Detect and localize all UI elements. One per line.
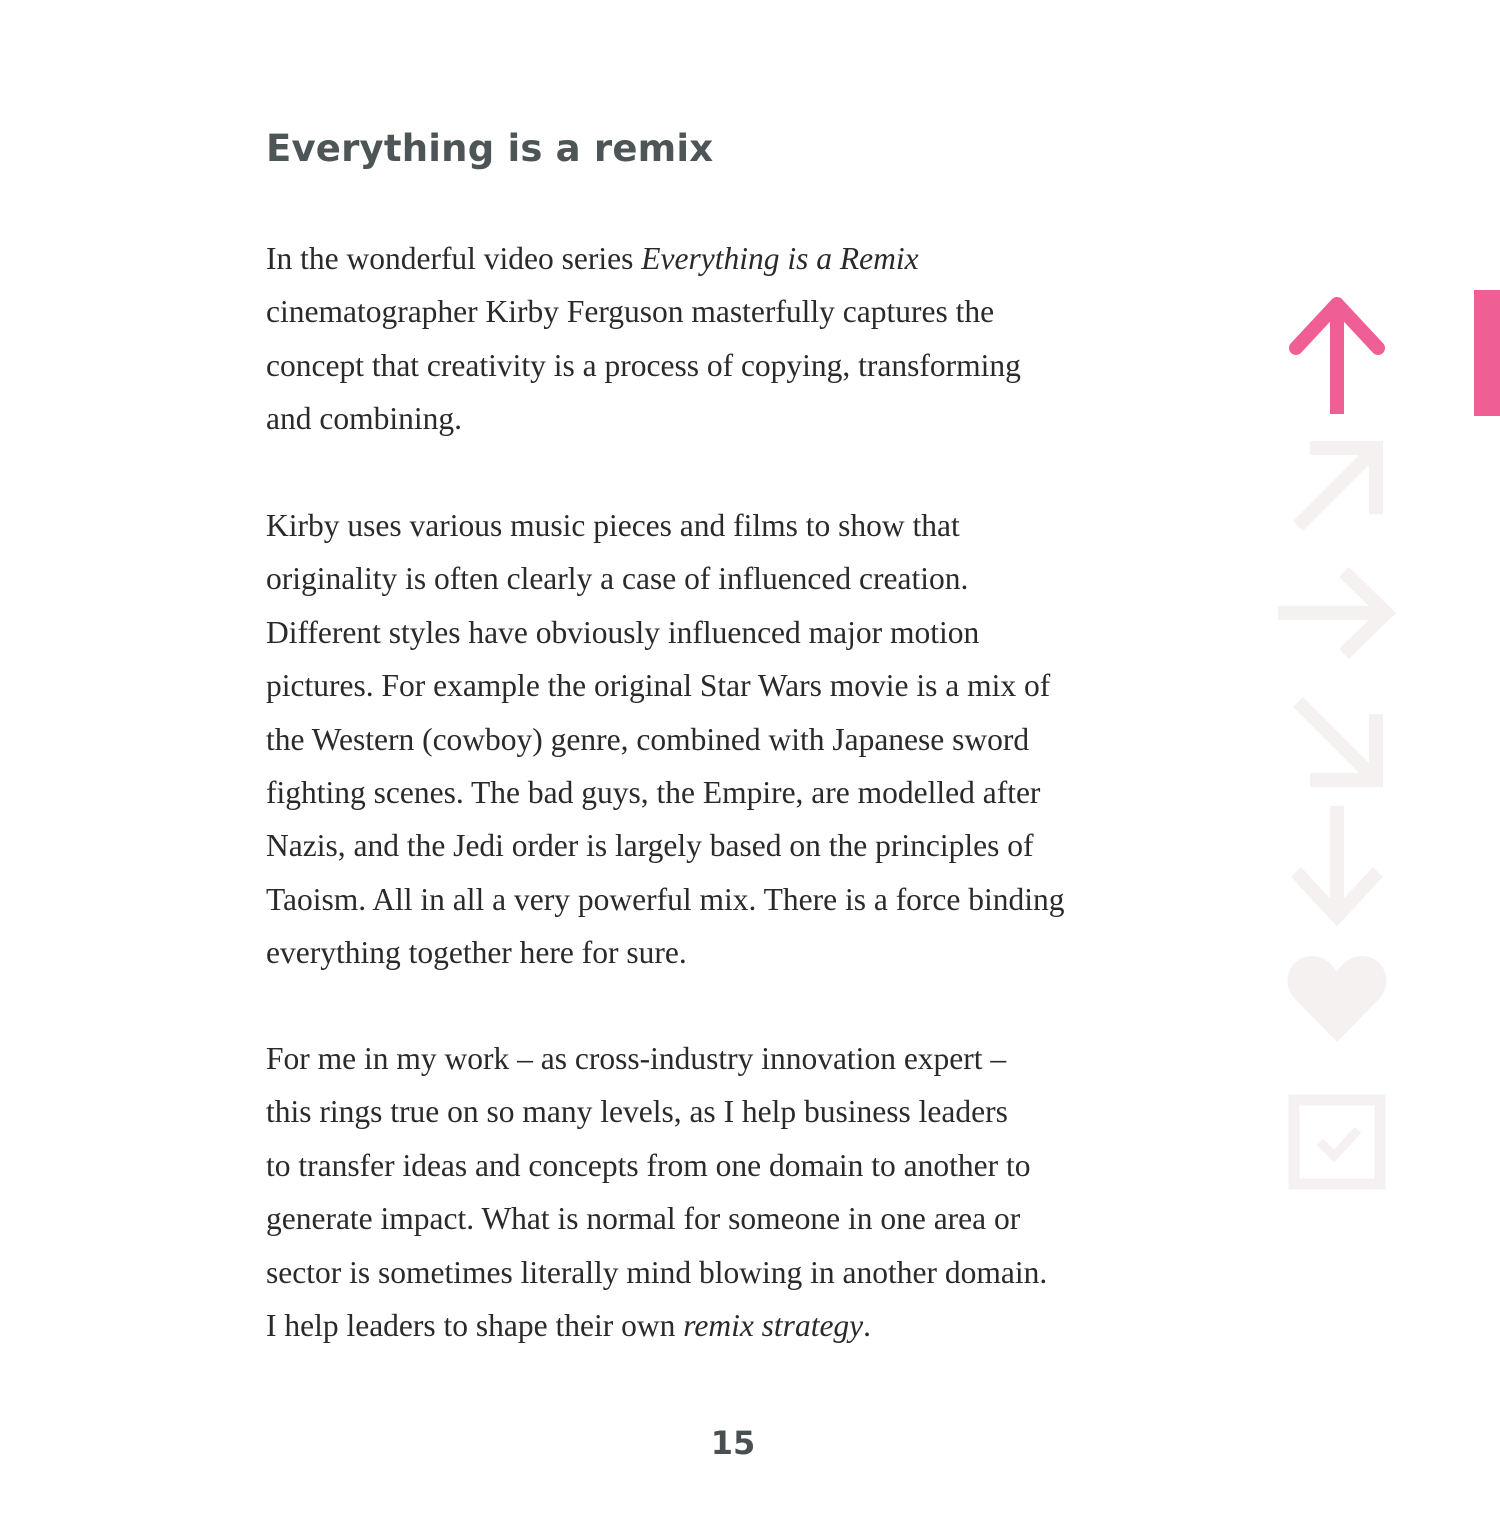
- text-line: pictures. For example the original Star Wars movie is a mix of: [266, 668, 1051, 704]
- text-line: this rings true on so many levels, as I help business leaders: [266, 1094, 1008, 1130]
- paragraph-2: [266, 499, 1186, 980]
- arrow-up-right-icon: [1286, 438, 1386, 538]
- paragraph-3: [266, 1032, 1186, 1352]
- text-line: sector is sometimes literally mind blowing in another domain.: [266, 1254, 1048, 1290]
- text-line: Taoism. All in all a very powerful mix. There is a force binding: [266, 881, 1065, 917]
- text-line: generate impact. What is normal for someone in one area or: [266, 1201, 1021, 1237]
- text-line: fighting scenes. The bad guys, the Empire, are modelled after: [266, 775, 1041, 811]
- text-line: everything together here for sure.: [266, 935, 687, 971]
- paragraph-1: [266, 232, 1186, 446]
- text-line: cinematographer Kirby Ferguson masterfully captures the: [266, 294, 995, 330]
- arrow-up-icon: [1286, 290, 1388, 418]
- emphasis-remix-strategy: remix strategy: [683, 1308, 864, 1344]
- text-line: Kirby uses various music pieces and films to show that: [266, 508, 960, 543]
- text-line: to transfer ideas and concepts from one domain to another to: [266, 1147, 1031, 1183]
- checkbox-icon: [1288, 1094, 1388, 1190]
- video-series-title: Everything is a Remix: [641, 241, 919, 276]
- text-line: Different styles have obviously influenced major motion: [266, 614, 980, 650]
- text-line: For me in my work – as cross-industry innovation expert –: [266, 1041, 1007, 1076]
- chapter-heading: Everything is a remix: [266, 127, 714, 170]
- arrow-right-icon: [1274, 562, 1396, 664]
- heart-icon: [1286, 952, 1388, 1044]
- text-line: In the wonderful video series Everything is a Remix: [266, 241, 919, 276]
- text-line: Nazis, and the Jedi order is largely based on the principles of: [266, 828, 1034, 864]
- arrow-down-icon: [1286, 802, 1388, 930]
- section-tab-marker: [1474, 290, 1500, 416]
- page-number: 15: [710, 1424, 756, 1462]
- text-line: and combining.: [266, 401, 462, 437]
- text-line: I help leaders to shape their own remix strategy.: [266, 1308, 872, 1344]
- arrow-down-right-icon: [1286, 690, 1386, 790]
- text-line: the Western (cowboy) genre, combined with Japanese sword: [266, 721, 1030, 757]
- text-line: concept that creativity is a process of copying, transforming: [266, 347, 1021, 383]
- text-line: originality is often clearly a case of influenced creation.: [266, 561, 969, 597]
